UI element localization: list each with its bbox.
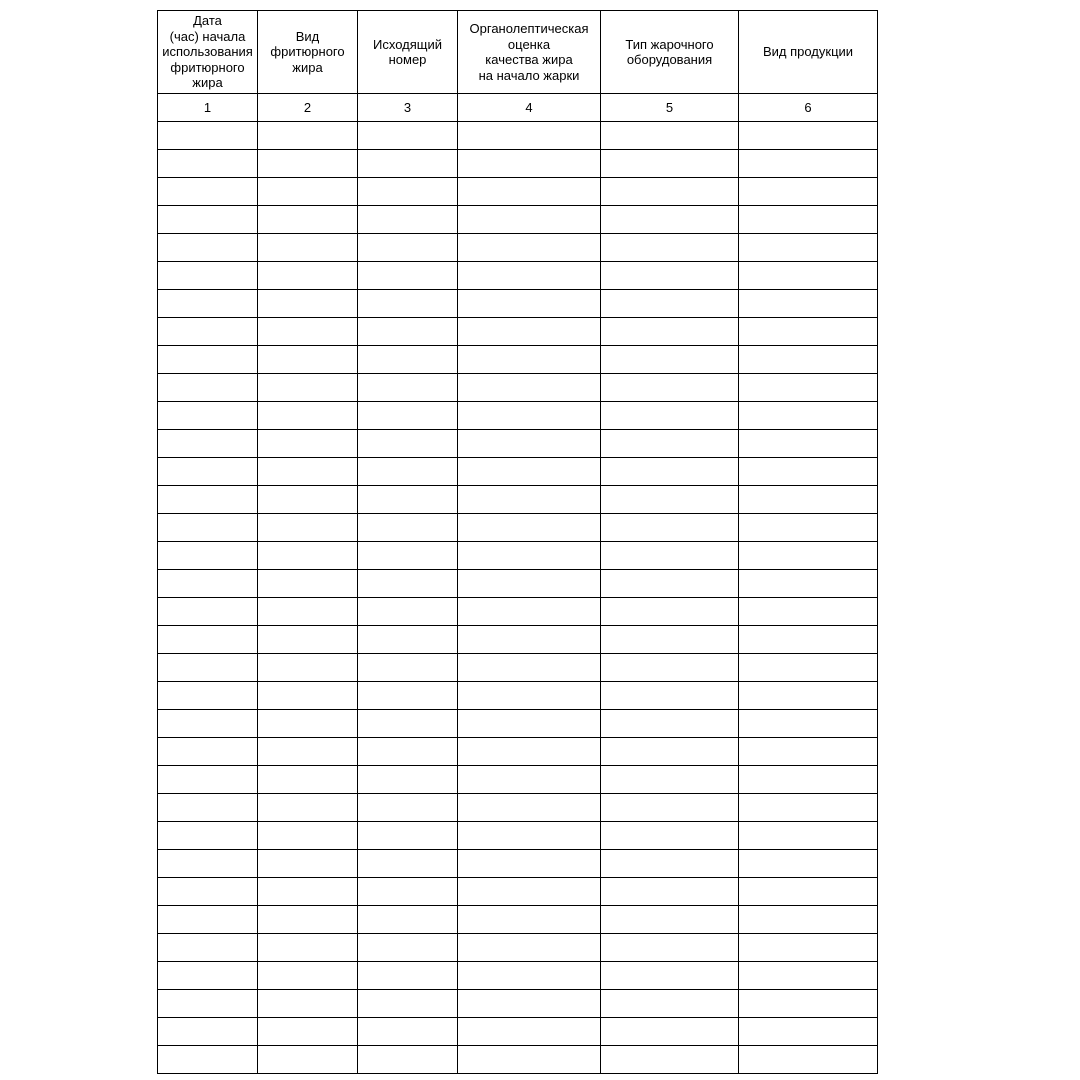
table-cell[interactable] [358,570,458,598]
table-cell[interactable] [458,542,601,570]
table-cell[interactable] [158,934,258,962]
column-number-row [158,94,878,122]
table-row [158,234,878,262]
table-cell[interactable] [158,486,258,514]
table-cell[interactable] [458,514,601,542]
table-cell[interactable] [358,766,458,794]
table-cell[interactable] [739,766,878,794]
table-row [158,318,878,346]
table-cell[interactable] [458,710,601,738]
table-row [158,654,878,682]
table-cell[interactable] [158,962,258,990]
table-cell[interactable] [358,822,458,850]
table-row [158,486,878,514]
table-cell[interactable] [739,794,878,822]
table-cell[interactable] [158,150,258,178]
table-cell[interactable] [158,906,258,934]
table-cell[interactable] [739,178,878,206]
table-cell[interactable] [458,654,601,682]
table-cell[interactable] [739,346,878,374]
column-number: 6 [739,94,878,122]
table-cell[interactable] [601,682,739,710]
table-cell[interactable] [739,542,878,570]
table-cell[interactable] [458,1046,601,1074]
table-cell[interactable] [258,402,358,430]
table-cell[interactable] [458,234,601,262]
table-cell[interactable] [739,962,878,990]
table-row [158,598,878,626]
table-cell[interactable] [739,626,878,654]
table-cell[interactable] [739,906,878,934]
table-cell[interactable] [601,626,739,654]
table-cell[interactable] [258,458,358,486]
table-cell[interactable] [258,346,358,374]
table-row [158,878,878,906]
table-cell[interactable] [458,486,601,514]
table-cell[interactable] [158,122,258,150]
table-cell[interactable] [458,178,601,206]
table-cell[interactable] [601,290,739,318]
table-cell[interactable] [358,990,458,1018]
table-cell[interactable] [258,1046,358,1074]
table-cell[interactable] [358,514,458,542]
table-cell[interactable] [258,710,358,738]
table-row [158,626,878,654]
table-cell[interactable] [358,878,458,906]
table-cell[interactable] [601,822,739,850]
table-cell[interactable] [158,654,258,682]
table-cell[interactable] [158,794,258,822]
table-cell[interactable] [258,626,358,654]
table-cell[interactable] [739,290,878,318]
table-cell[interactable] [158,290,258,318]
table-cell[interactable] [458,878,601,906]
table-cell[interactable] [458,318,601,346]
table-cell[interactable] [158,178,258,206]
header-fat-type: Вид фритюрного жира [258,11,358,94]
table-cell[interactable] [601,654,739,682]
table-cell[interactable] [458,738,601,766]
table-cell[interactable] [458,822,601,850]
table-cell[interactable] [739,374,878,402]
table-cell[interactable] [458,962,601,990]
table-cell[interactable] [739,598,878,626]
table-row [158,346,878,374]
table-cell[interactable] [158,430,258,458]
table-cell[interactable] [458,290,601,318]
table-cell[interactable] [458,682,601,710]
table-cell[interactable] [601,346,739,374]
table-cell[interactable] [258,738,358,766]
table-cell[interactable] [258,122,358,150]
table-row [158,962,878,990]
table-row [158,262,878,290]
table-cell[interactable] [601,1018,739,1046]
table-cell[interactable] [601,178,739,206]
table-cell[interactable] [458,458,601,486]
table-cell[interactable] [258,486,358,514]
table-cell[interactable] [358,682,458,710]
table-cell[interactable] [358,1046,458,1074]
table-row [158,122,878,150]
table-cell[interactable] [739,1046,878,1074]
table-cell[interactable] [739,850,878,878]
table-cell[interactable] [739,654,878,682]
table-cell[interactable] [739,150,878,178]
table-cell[interactable] [158,346,258,374]
table-cell[interactable] [358,346,458,374]
table-cell[interactable] [258,542,358,570]
table-cell[interactable] [158,766,258,794]
table-cell[interactable] [258,766,358,794]
table-cell[interactable] [601,1046,739,1074]
table-cell[interactable] [739,486,878,514]
table-row [158,570,878,598]
table-cell[interactable] [601,402,739,430]
header-organoleptic-assessment: Органолептическая оценка качества жира на начало жарки [458,11,601,94]
table-cell[interactable] [158,570,258,598]
table-cell[interactable] [158,458,258,486]
table-cell[interactable] [358,150,458,178]
table-cell[interactable] [158,206,258,234]
table-cell[interactable] [458,346,601,374]
header-product-type: Вид продукции [739,11,878,94]
table-cell[interactable] [601,542,739,570]
table-cell[interactable] [158,234,258,262]
table-cell[interactable] [458,906,601,934]
table-cell[interactable] [458,934,601,962]
table-row [158,542,878,570]
table-cell[interactable] [258,906,358,934]
table-cell[interactable] [158,262,258,290]
table-cell[interactable] [258,682,358,710]
table-row [158,430,878,458]
header-start-date: Дата (час) начала использования фритюрного жира [158,11,258,94]
table-cell[interactable] [601,262,739,290]
table-cell[interactable] [258,850,358,878]
table-cell[interactable] [258,878,358,906]
table-cell[interactable] [258,318,358,346]
table-cell[interactable] [358,542,458,570]
table-row [158,934,878,962]
table-cell[interactable] [258,234,358,262]
table-cell[interactable] [601,122,739,150]
table-cell[interactable] [739,934,878,962]
table-cell[interactable] [258,822,358,850]
table-cell[interactable] [601,850,739,878]
table-row [158,794,878,822]
table-cell[interactable] [739,990,878,1018]
table-cell[interactable] [358,374,458,402]
table-cell[interactable] [358,458,458,486]
table-cell[interactable] [601,934,739,962]
table-cell[interactable] [158,738,258,766]
table-cell[interactable] [739,206,878,234]
column-number: 3 [358,94,458,122]
table-cell[interactable] [458,766,601,794]
table-cell[interactable] [358,290,458,318]
table-cell[interactable] [358,626,458,654]
table-cell[interactable] [158,710,258,738]
table-cell[interactable] [358,262,458,290]
table-cell[interactable] [739,682,878,710]
table-cell[interactable] [258,206,358,234]
table-row [158,850,878,878]
table-cell[interactable] [458,1018,601,1046]
table-cell[interactable] [158,542,258,570]
table-cell[interactable] [601,794,739,822]
table-cell[interactable] [601,234,739,262]
table-cell[interactable] [739,570,878,598]
table-cell[interactable] [739,738,878,766]
table-cell[interactable] [158,514,258,542]
table-cell[interactable] [458,150,601,178]
table-cell[interactable] [739,318,878,346]
column-number: 4 [458,94,601,122]
table-cell[interactable] [258,178,358,206]
table-cell[interactable] [358,402,458,430]
table-row [158,822,878,850]
table-row [158,178,878,206]
table-cell[interactable] [358,654,458,682]
table-cell[interactable] [358,178,458,206]
table-cell[interactable] [358,1018,458,1046]
table-row [158,374,878,402]
table-cell[interactable] [601,766,739,794]
table-cell[interactable] [739,122,878,150]
table-cell[interactable] [158,822,258,850]
table-cell[interactable] [158,626,258,654]
table-cell[interactable] [258,290,358,318]
table-cell[interactable] [358,850,458,878]
table-body [158,122,878,1074]
table-row [158,682,878,710]
table-row [158,458,878,486]
table-cell[interactable] [158,374,258,402]
table-row [158,514,878,542]
table-cell[interactable] [739,878,878,906]
table-cell[interactable] [358,486,458,514]
table-cell[interactable] [458,990,601,1018]
table-cell[interactable] [601,710,739,738]
header-equipment-type: Тип жарочного оборудования [601,11,739,94]
table-row [158,906,878,934]
table-cell[interactable] [601,570,739,598]
table-row [158,710,878,738]
table-cell[interactable] [258,990,358,1018]
table-cell[interactable] [458,598,601,626]
table-cell[interactable] [258,374,358,402]
table-cell[interactable] [739,262,878,290]
table-cell[interactable] [258,654,358,682]
table-cell[interactable] [258,598,358,626]
table-cell[interactable] [601,962,739,990]
header-row [158,11,878,94]
table-cell[interactable] [601,206,739,234]
table-cell[interactable] [358,206,458,234]
table-cell[interactable] [158,1018,258,1046]
table-cell[interactable] [158,682,258,710]
column-number: 1 [158,94,258,122]
table-row [158,1046,878,1074]
table-cell[interactable] [458,794,601,822]
table-cell[interactable] [458,206,601,234]
table-cell[interactable] [158,878,258,906]
table-cell[interactable] [739,430,878,458]
table-cell[interactable] [258,794,358,822]
table-cell[interactable] [158,402,258,430]
table-cell[interactable] [158,850,258,878]
table-cell[interactable] [258,1018,358,1046]
table-cell[interactable] [601,514,739,542]
table-cell[interactable] [358,318,458,346]
column-number: 5 [601,94,739,122]
table-cell[interactable] [739,822,878,850]
table-row [158,990,878,1018]
table-cell[interactable] [258,962,358,990]
table-cell[interactable] [739,234,878,262]
table-cell[interactable] [739,514,878,542]
table-cell[interactable] [458,570,601,598]
header-outgoing-number: Исходящий номер [358,11,458,94]
table-cell[interactable] [458,374,601,402]
table-cell[interactable] [601,150,739,178]
table-cell[interactable] [358,122,458,150]
table-cell[interactable] [158,1046,258,1074]
table-row [158,766,878,794]
table-cell[interactable] [601,738,739,766]
table-cell[interactable] [158,598,258,626]
table-cell[interactable] [358,934,458,962]
table-cell[interactable] [358,234,458,262]
table-cell[interactable] [601,430,739,458]
table-cell[interactable] [739,458,878,486]
table-cell[interactable] [258,150,358,178]
table-row [158,150,878,178]
table-row [158,402,878,430]
table-cell[interactable] [258,262,358,290]
table-cell[interactable] [601,878,739,906]
table-cell[interactable] [358,598,458,626]
fryer-fat-log-table [157,10,878,1074]
table-cell[interactable] [601,906,739,934]
table-cell[interactable] [458,262,601,290]
table-cell[interactable] [601,598,739,626]
table-row [158,1018,878,1046]
table-cell[interactable] [458,122,601,150]
table-cell[interactable] [258,514,358,542]
table-cell[interactable] [358,710,458,738]
table-cell[interactable] [358,962,458,990]
table-cell[interactable] [739,710,878,738]
table-row [158,290,878,318]
column-number: 2 [258,94,358,122]
table-cell[interactable] [601,318,739,346]
table-cell[interactable] [258,570,358,598]
table-cell[interactable] [458,430,601,458]
table-cell[interactable] [358,738,458,766]
table-row [158,206,878,234]
table-cell[interactable] [601,486,739,514]
table-cell[interactable] [258,934,358,962]
table-cell[interactable] [739,402,878,430]
table-cell[interactable] [358,906,458,934]
table-cell[interactable] [158,318,258,346]
table-row [158,738,878,766]
table-cell[interactable] [601,374,739,402]
table-cell[interactable] [258,430,358,458]
table-cell[interactable] [358,430,458,458]
table-cell[interactable] [158,990,258,1018]
table-cell[interactable] [601,458,739,486]
table-cell[interactable] [458,626,601,654]
table-cell[interactable] [358,794,458,822]
table-cell[interactable] [458,402,601,430]
table-cell[interactable] [739,1018,878,1046]
table-cell[interactable] [601,990,739,1018]
table-cell[interactable] [458,850,601,878]
